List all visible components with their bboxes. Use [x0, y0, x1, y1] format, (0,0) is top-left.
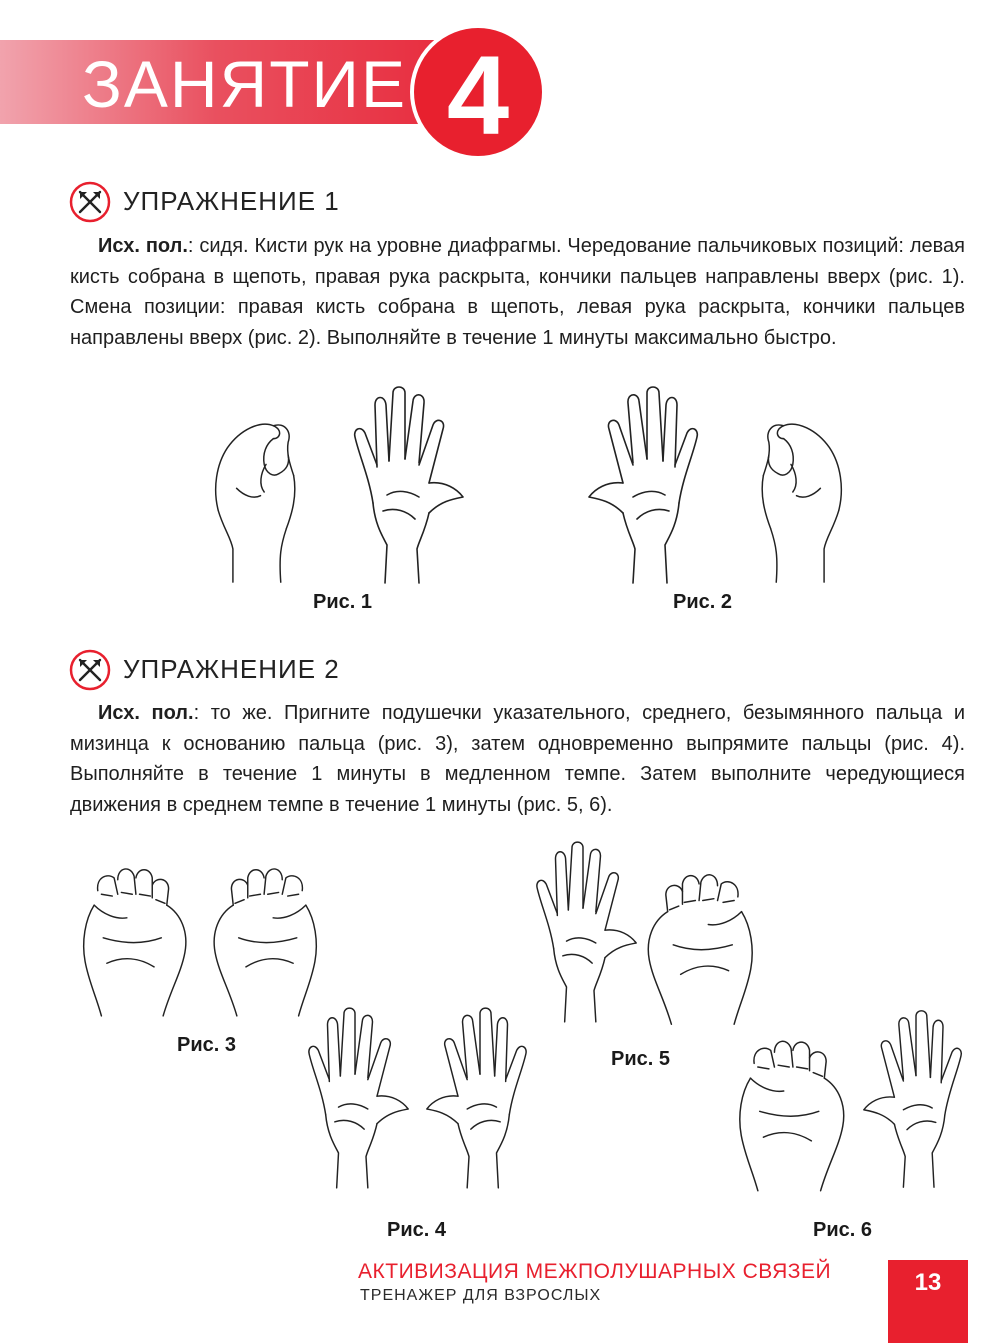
crossed-arrows-icon: [68, 180, 112, 224]
open-hand-icon: [567, 385, 727, 585]
page-number: 13: [914, 1269, 942, 1296]
lesson-number-badge: [410, 24, 546, 160]
footer-book-title: АКТИВИЗАЦИЯ МЕЖПОЛУШАРНЫХ СВЯЗЕЙ: [358, 1260, 832, 1283]
open-hand-icon: [425, 998, 535, 1198]
open-hand-icon: [325, 385, 485, 585]
exercise-2-title: УПРАЖНЕНИЕ 2: [123, 654, 340, 684]
page-number-box: [888, 1260, 968, 1343]
lesson-number: 4: [446, 33, 510, 158]
bent-fingers-hand-icon: [206, 850, 324, 1022]
open-hand-icon: [862, 1000, 970, 1198]
exercise-2-text: [70, 698, 965, 820]
figure-4-caption: Рис. 4: [387, 1219, 446, 1241]
pinch-hand-icon: [752, 400, 852, 584]
exercise-2-body: : то же. Пригните подушечки указательного, среднего, безымянного пальца и мизинца к основанию пальца (рис. 3), затем одновременно выпрямите пальцы (рис. 4). Выполняйте в течение 1 минуты в медленном темпе. Затем выполните чередующиеся движения в среднем темпе в течение 1 минуты (рис. 5, 6).: [70, 702, 966, 816]
exercise-2-label: Исх. пол.: [98, 702, 194, 724]
open-hand-icon: [528, 832, 638, 1032]
crossed-arrows-icon: [68, 648, 112, 692]
figure-6-caption: Рис. 6: [813, 1219, 872, 1241]
footer-subtitle: ТРЕНАЖЕР ДЛЯ ВЗРОСЛЫХ: [360, 1287, 602, 1304]
exercise-1-label: Исх. пол.: [98, 235, 188, 257]
exercise-1-text: [70, 231, 965, 353]
exercise-1-title: УПРАЖНЕНИЕ 1: [123, 186, 340, 216]
pinch-hand-icon: [205, 400, 305, 584]
bent-fingers-hand-icon: [640, 858, 760, 1028]
figure-5-caption: Рис. 5: [611, 1048, 670, 1070]
bent-fingers-hand-icon: [732, 1022, 852, 1197]
figure-2-caption: Рис. 2: [673, 591, 732, 613]
open-hand-icon: [300, 998, 410, 1198]
exercise-1-body: : сидя. Кисти рук на уровне диафрагмы. Чередование пальчиковых позиций: левая кисть собрана в щепоть, правая рука раскрыта, кончики пальцев направлены вверх (рис. 1). Смена позиции: правая кисть собрана в щепоть, левая рука раскрыта, кончики пальцев направлены вверх (рис. 2). Выполняйте в течение 1 минуты максимально быстро.: [70, 235, 966, 349]
figure-3-caption: Рис. 3: [177, 1034, 236, 1056]
bent-fingers-hand-icon: [76, 850, 194, 1022]
figure-1-caption: Рис. 1: [313, 591, 372, 613]
lesson-title: ЗАНЯТИЕ: [82, 47, 407, 121]
